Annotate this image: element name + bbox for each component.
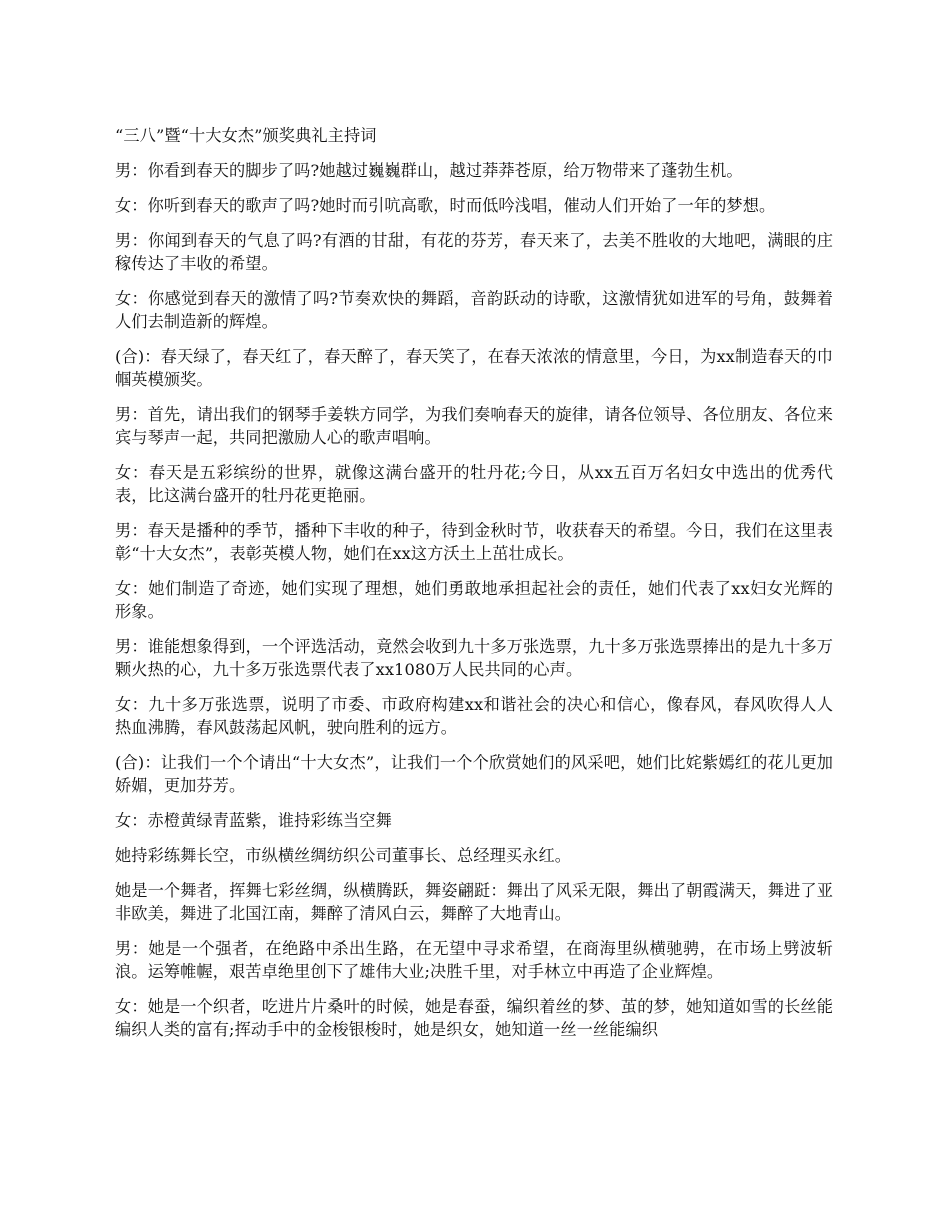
paragraph: 女：你听到春天的歌声了吗?她时而引吭高歌，时而低吟浅唱，催动人们开始了一年的梦想。 bbox=[115, 196, 776, 215]
paragraph: 女：九十多万张选票，说明了市委、市政府构建xx和谐社会的决心和信心，像春风，春风吹得人人热血沸腾，春风鼓荡起风帆，驶向胜利的远方。 bbox=[115, 695, 833, 737]
document-body bbox=[115, 124, 833, 1053]
paragraph: (合)：让我们一个个请出“十大女杰”，让我们一个个欣赏她们的风采吧，她们比姹紫嫣红的花儿更加娇媚，更加芬芳。 bbox=[115, 753, 833, 795]
paragraph: 女：赤橙黄绿青蓝紫，谁持彩练当空舞 bbox=[115, 811, 392, 830]
paragraph: 女：她是一个织者，吃进片片桑叶的时候，她是春蚕，编织着丝的梦、茧的梦，她知道如雪的长丝能编织人类的富有;挥动手中的金梭银梭时，她是织女，她知道一丝一丝能编织 bbox=[115, 997, 833, 1039]
paragraph: 男：你闻到春天的气息了吗?有酒的甘甜，有花的芬芳，春天来了，去美不胜收的大地吧，满眼的庄稼传达了丰收的希望。 bbox=[115, 231, 833, 273]
paragraph: 男：谁能想象得到，一个评选活动，竟然会收到九十多万张选票，九十多万张选票捧出的是九十多万颗火热的心，九十多万张选票代表了xx1080万人民共同的心声。 bbox=[115, 637, 833, 679]
paragraph: 男：首先，请出我们的钢琴手姜轶方同学，为我们奏响春天的旋律，请各位领导、各位朋友、各位来宾与琴声一起，共同把激励人心的歌声唱响。 bbox=[115, 405, 833, 447]
paragraph: 女：春天是五彩缤纷的世界，就像这满台盛开的牡丹花;今日，从xx五百万名妇女中选出的优秀代表，比这满台盛开的牡丹花更艳丽。 bbox=[115, 463, 833, 505]
paragraph: 男：春天是播种的季节，播种下丰收的种子，待到金秋时节，收获春天的希望。今日，我们在这里表彰“十大女杰”，表彰英模人物，她们在xx这方沃土上茁壮成长。 bbox=[115, 521, 833, 563]
paragraph: 男：她是一个强者，在绝路中杀出生路，在无望中寻求希望，在商海里纵横驰骋，在市场上劈波斩浪。运筹帷幄，艰苦卓绝里创下了雄伟大业;决胜千里，对手林立中再造了企业辉煌。 bbox=[115, 939, 833, 981]
paragraph: 男：你看到春天的脚步了吗?她越过巍巍群山，越过莽莽苍原，给万物带来了蓬勃生机。 bbox=[115, 161, 743, 180]
paragraph: (合)：春天绿了，春天红了，春天醉了，春天笑了，在春天浓浓的情意里，今日，为xx制造春天的巾帼英模颁奖。 bbox=[115, 347, 833, 389]
document-title: “三八”暨“十大女杰”颁奖典礼主持词 bbox=[115, 126, 377, 145]
paragraph: 女：她们制造了奇迹，她们实现了理想，她们勇敢地承担起社会的责任，她们代表了xx妇女光辉的形象。 bbox=[115, 579, 833, 621]
paragraph: 她是一个舞者，挥舞七彩丝绸，纵横腾跃，舞姿翩跹：舞出了风采无限，舞出了朝霞满天，舞进了亚非欧美，舞进了北国江南，舞醉了清风白云，舞醉了大地青山。 bbox=[115, 881, 833, 923]
paragraph: 女：你感觉到春天的激情了吗?节奏欢快的舞蹈，音韵跃动的诗歌，这激情犹如进军的号角，鼓舞着人们去制造新的辉煌。 bbox=[115, 289, 833, 331]
paragraph: 她持彩练舞长空，市纵横丝绸纺织公司董事长、总经理买永红。 bbox=[115, 846, 572, 865]
